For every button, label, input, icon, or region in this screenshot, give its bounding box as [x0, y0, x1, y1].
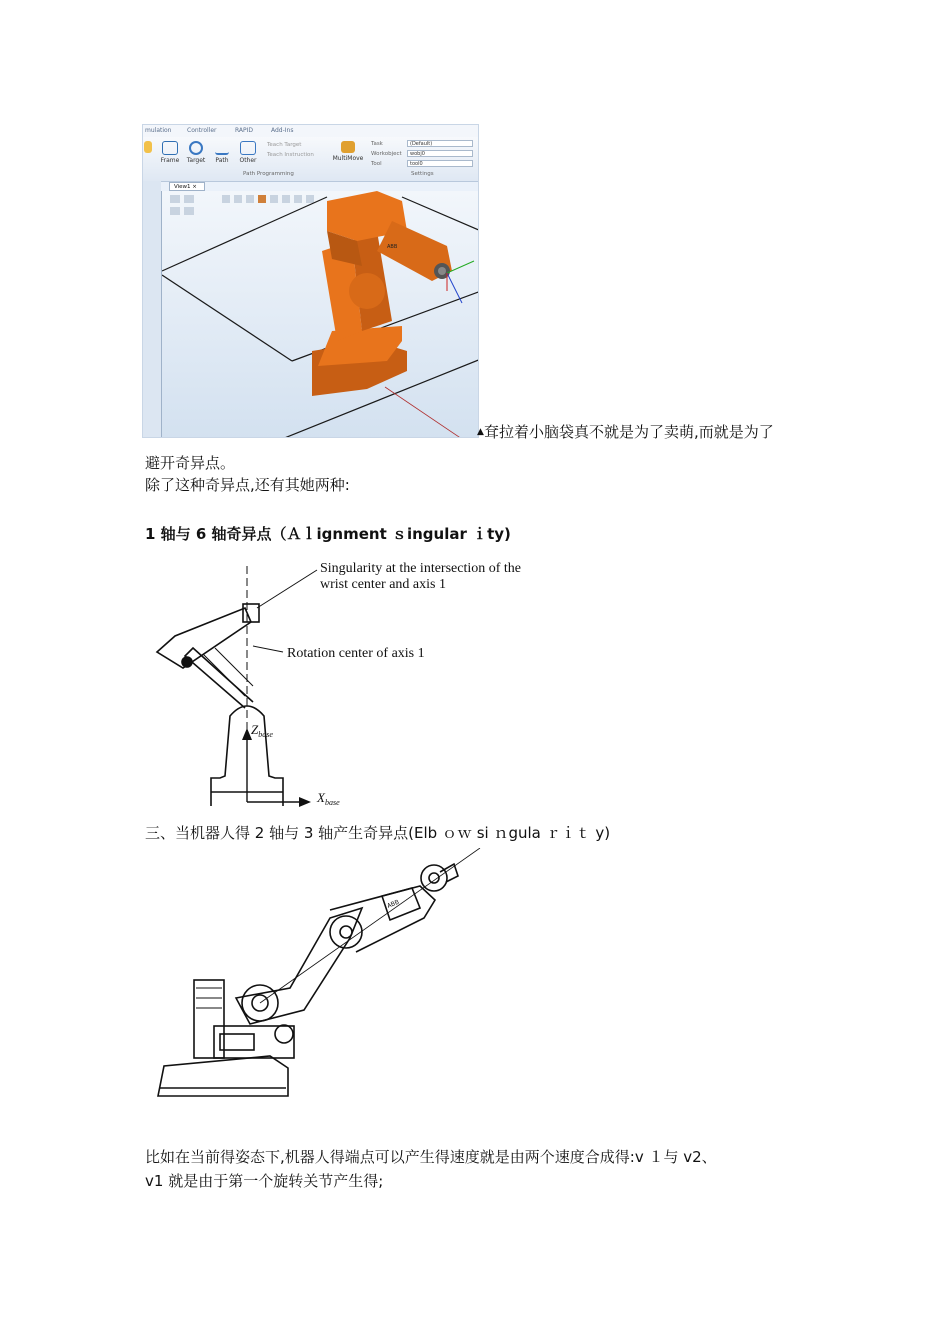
z-base-label: $Z_{base}$ [251, 722, 273, 739]
target-button[interactable]: Target [183, 141, 209, 175]
path-button[interactable]: Path [209, 141, 235, 175]
paragraph-line: 比如在当前得姿态下,机器人得端点可以产生得速度就是由两个速度合成得:v １与 v2、 [145, 1148, 717, 1166]
settings-group-label: Settings [411, 171, 434, 177]
task-select[interactable]: (Default) [407, 140, 473, 147]
ribbon-tabs [143, 125, 478, 137]
abb-logo: ABB [386, 898, 401, 910]
paragraph-line: v1 就是由于第一个旋转关节产生得; [145, 1172, 384, 1190]
tool-select[interactable]: tool0 [407, 160, 473, 167]
3d-viewport[interactable] [161, 191, 479, 438]
path-icon [215, 141, 229, 155]
frame-button[interactable]: Frame [157, 141, 183, 175]
abb-logo: ABB [387, 244, 398, 250]
multimove-icon [341, 141, 355, 153]
x-base-label: $X_{base}$ [317, 790, 340, 807]
singularity-label-1: Singularity at the intersection of the [320, 561, 522, 576]
partial-icon [144, 141, 152, 153]
tab-add-ins[interactable]: Add-Ins [271, 127, 294, 134]
paragraph-line: 避开奇异点。 [145, 454, 236, 472]
path-programming-group-label: Path Programming [243, 171, 294, 177]
other-icon [240, 141, 256, 155]
ribbon [143, 137, 478, 182]
robot-arm [312, 191, 452, 396]
caption-marker-icon: ▲ [477, 427, 484, 437]
x-axis-arrowhead [299, 797, 311, 807]
tab-view1[interactable]: View1 × [169, 182, 205, 191]
floor-grid [162, 197, 479, 438]
paragraph-line: 耷拉着小脑袋真不就是为了卖萌,而就是为了 [484, 423, 774, 441]
tab-rapid[interactable]: RAPID [235, 127, 254, 134]
left-panel-strip [143, 181, 161, 438]
paragraph-line: 除了这种奇异点,还有其她两种: [145, 476, 350, 494]
tab-simulation[interactable]: mulation [145, 127, 172, 134]
teach-instruction-button[interactable]: Teach Instruction [267, 152, 314, 158]
task-label: Task [371, 141, 383, 147]
elbow-singularity-diagram [150, 848, 490, 1108]
teach-target-button[interactable]: Teach Target [267, 142, 302, 148]
section-heading: 1 轴与 6 轴奇异点（Ａｌignment ｓingular ｉty) [145, 525, 511, 543]
other-button[interactable]: Other [235, 141, 261, 175]
rotation-center-label: Rotation center of axis 1 [287, 646, 425, 661]
robotstudio-screenshot [142, 124, 479, 438]
workobject-label: Workobject [371, 151, 402, 157]
robot-scene [162, 191, 479, 438]
multimove-button[interactable]: MultiMove [331, 141, 365, 175]
alignment-singularity-diagram [145, 556, 545, 812]
tab-controller[interactable]: Controller [187, 127, 217, 134]
tool-label: Tool [371, 161, 382, 167]
workobject-select[interactable]: wobj0 [407, 150, 473, 157]
section-heading: 三、当机器人得 2 轴与 3 轴产生奇异点(Elb ｏｗ si ｎgula ｒｉｔ y) [145, 824, 611, 842]
singularity-label-2: wrist center and axis 1 [320, 577, 446, 592]
partial-button[interactable] [143, 141, 153, 175]
frame-icon [162, 141, 178, 155]
target-icon [189, 141, 203, 155]
